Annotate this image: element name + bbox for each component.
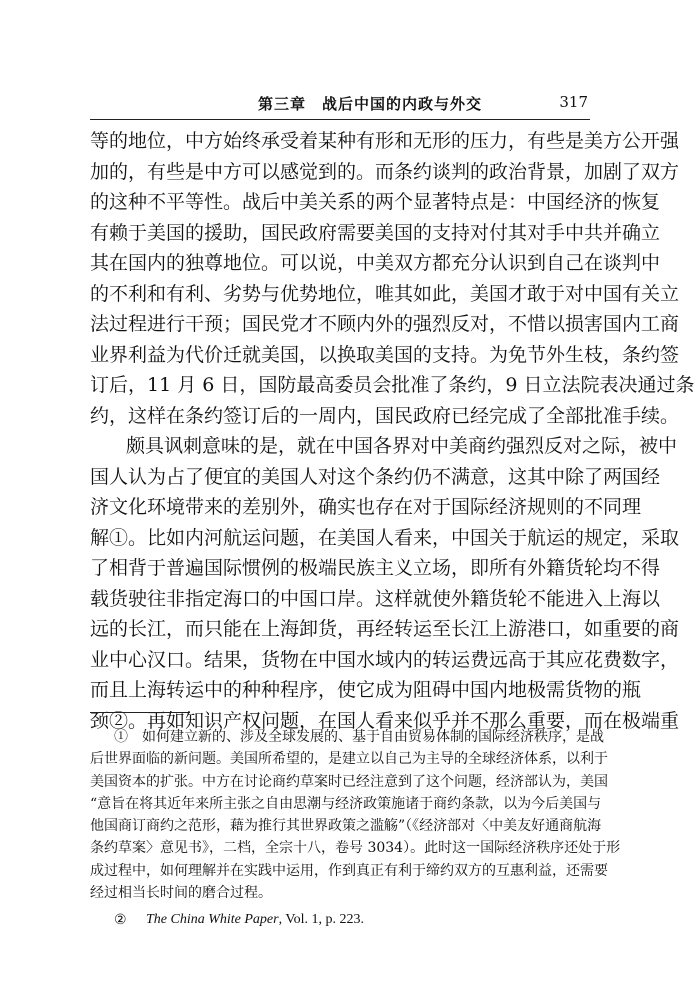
header-rule — [90, 119, 590, 120]
body-line: 订后，11 月 6 日，国防最高委员会批准了条约，9 日立法院表决通过条 — [90, 374, 695, 396]
footnote-2-citation — [146, 912, 364, 928]
footnote-1 — [90, 726, 621, 904]
body-line: 法过程进行干预；国民党才不顾内外的强烈反对，不惜以损害国内工商 — [90, 313, 680, 335]
body-line: 加的，有些是中方可以感觉到的。而条约谈判的政治背景，加剧了双方 — [90, 160, 680, 183]
body-line: 济文化环境带来的差别外，确实也存在对于国际经济规则的不同理 — [90, 496, 642, 518]
footnote-line: 他国商订商约之范形，藉为推行其世界政策之滥觞”（《经济部对〈中美友好通商航海 — [90, 818, 602, 835]
body-line: 而且上海转运中的种种程序，使它成为阻碍中国内地极需货物的瓶 — [90, 679, 642, 701]
body-line: 的不利和有利、劣势与优势地位，唯其如此，美国才敢于对中国有关立 — [90, 282, 680, 305]
footnote-line: 美国资本的扩张。中方在讨论商约草案时已经注意到了这个问题，经济部认为，美国 — [90, 773, 608, 790]
body-line: 业界利益为代价迁就美国，以换取美国的支持。为免节外生枝，条约签 — [90, 343, 680, 366]
body-line: 颈②。再如知识产权问题，在国人看来似乎并不那么重要，而在极端重 — [90, 709, 680, 732]
body-line: 国人认为占了便宜的美国人对这个条约仍不满意，这其中除了两国经 — [90, 465, 661, 488]
body-text — [90, 126, 695, 736]
body-line: 颇具讽刺意味的是，就在中国各界对中美商约强烈反对之际，被中 — [126, 435, 678, 457]
footnote-2-title: The China White Paper — [146, 912, 279, 927]
body-line: 业中心汉口。结果，货物在中国水域内的转运费远高于其应花费数字， — [90, 648, 680, 671]
footnote-rule — [90, 712, 190, 713]
body-line: 远的长江，而只能在上海卸货，再经转运至长江上游港口，如重要的商 — [90, 618, 680, 640]
body-line: 约，这样在条约签订后的一周内，国民政府已经完成了全部批准手续。 — [90, 404, 680, 427]
page-number: 317 — [559, 93, 588, 111]
footnote-line: 经过相当长时间的磨合过程。 — [90, 885, 272, 902]
body-line: 等的地位，中方始终承受着某种有形和无形的压力，有些是美方公开强 — [90, 130, 680, 152]
footnote-line: “意旨在将其近年来所主张之自由思潮与经济政策施诸于商约条款，以为今后美国与 — [90, 795, 602, 812]
body-line: 了相背于普遍国际惯例的极端民族主义立场，即所有外籍货轮均不得 — [90, 557, 661, 579]
body-line: 的这种不平等性。战后中美关系的两个显著特点是：中国经济的恢复 — [90, 191, 661, 213]
running-header — [90, 93, 590, 117]
footnote-line: ① 如何建立新的、涉及全球发展的、基于自由贸易体制的国际经济秩序，是战 — [114, 729, 604, 745]
footnote-line: 条约草案〉意见书》，二档，全宗十八，卷号 3034）。此时这一国际经济秩序还处于形 — [90, 840, 621, 857]
footnote-line: 后世界面临的新问题。美国所希望的，是建立以自己为主导的全球经济体系，以利于 — [90, 751, 608, 768]
footnote-2-locator: , Vol. 1, p. 223. — [278, 912, 365, 927]
footnote-line: 成过程中，如何理解并在实践中运用，作到真正有利于缔约双方的互惠利益，还需要 — [90, 862, 608, 879]
body-line: 其在国内的独尊地位。可以说，中美双方都充分认识到自己在谈判中 — [90, 252, 661, 274]
chapter-title: 第三章 战后中国的内政与外交 — [258, 95, 483, 113]
body-line: 解①。比如内河航运问题，在美国人看来，中国关于航运的规定，采取 — [90, 526, 680, 549]
footnote-2-mark: ② — [114, 912, 127, 928]
body-line: 有赖于美国的援助，国民政府需要美国的支持对付其对手中共并确立 — [90, 221, 661, 244]
body-line: 载货驶往非指定海口的中国口岸。这样就使外籍货轮不能进入上海以 — [90, 587, 661, 610]
